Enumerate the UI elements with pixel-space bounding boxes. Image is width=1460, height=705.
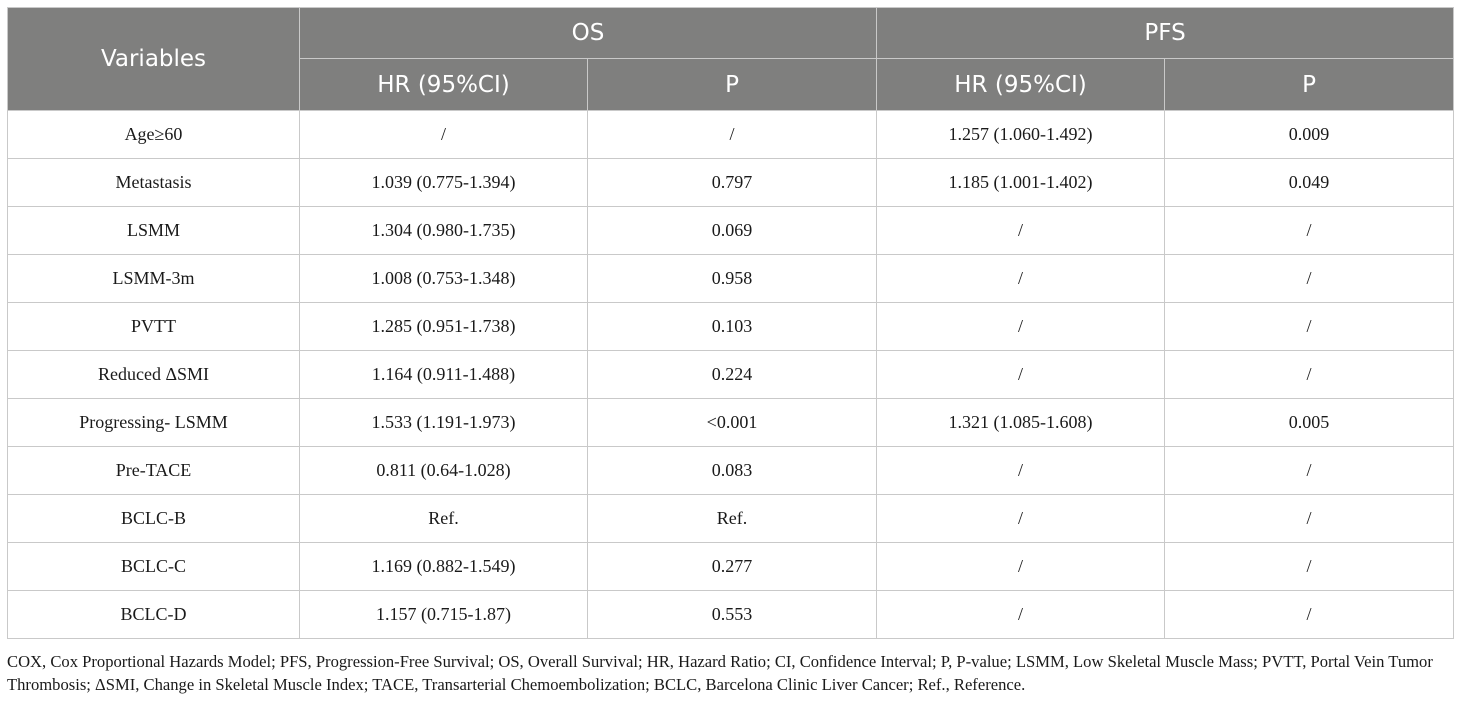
cell-variable: Progressing- LSMM bbox=[8, 399, 300, 447]
cell-pfs-p: / bbox=[1165, 495, 1454, 543]
cell-os-hr: 1.304 (0.980-1.735) bbox=[300, 207, 588, 255]
cell-pfs-hr: / bbox=[877, 495, 1165, 543]
cell-os-p: 0.069 bbox=[588, 207, 877, 255]
cell-pfs-hr: / bbox=[877, 543, 1165, 591]
cell-os-hr: 1.039 (0.775-1.394) bbox=[300, 159, 588, 207]
cell-os-p: 0.958 bbox=[588, 255, 877, 303]
cell-pfs-p: / bbox=[1165, 207, 1454, 255]
table-row bbox=[8, 351, 1454, 399]
cell-variable: BCLC-C bbox=[8, 543, 300, 591]
header-os-p: P bbox=[588, 59, 877, 111]
table-footnote: COX, Cox Proportional Hazards Model; PFS, Progression-Free Survival; OS, Overall Survival; HR, Hazard Ratio; CI, Confidence Interval; P, P-value; LSMM, Low Skeletal Muscle Mass; PVTT, Portal Vein Tumor Thrombosis; ΔSMI, Change in Skeletal Muscle Index; TACE, Transarterial Chemoembolization; BCLC, Barcelona Clinic Liver Cancer; Ref., Reference. bbox=[7, 652, 1433, 694]
cell-os-hr: 1.008 (0.753-1.348) bbox=[300, 255, 588, 303]
cell-pfs-hr: 1.321 (1.085-1.608) bbox=[877, 399, 1165, 447]
table-row bbox=[8, 207, 1454, 255]
header-pfs-hr: HR (95%CI) bbox=[877, 59, 1165, 111]
cell-os-p: 0.277 bbox=[588, 543, 877, 591]
cell-pfs-hr: / bbox=[877, 351, 1165, 399]
cell-pfs-p: / bbox=[1165, 543, 1454, 591]
cell-variable: Pre-TACE bbox=[8, 447, 300, 495]
header-variables: Variables bbox=[8, 8, 300, 111]
cell-pfs-p: / bbox=[1165, 255, 1454, 303]
cell-pfs-p: 0.005 bbox=[1165, 399, 1454, 447]
header-pfs-p: P bbox=[1165, 59, 1454, 111]
cell-os-hr: 1.285 (0.951-1.738) bbox=[300, 303, 588, 351]
header-pfs: PFS bbox=[877, 8, 1454, 59]
cell-os-hr: 0.811 (0.64-1.028) bbox=[300, 447, 588, 495]
cell-os-p: Ref. bbox=[588, 495, 877, 543]
cell-os-p: 0.797 bbox=[588, 159, 877, 207]
cell-pfs-p: / bbox=[1165, 303, 1454, 351]
cell-os-hr: 1.157 (0.715-1.87) bbox=[300, 591, 588, 639]
cell-os-p: 0.103 bbox=[588, 303, 877, 351]
cell-pfs-hr: / bbox=[877, 207, 1165, 255]
cell-pfs-hr: / bbox=[877, 303, 1165, 351]
cell-pfs-p: 0.049 bbox=[1165, 159, 1454, 207]
cell-os-p: 0.224 bbox=[588, 351, 877, 399]
cell-pfs-p: 0.009 bbox=[1165, 111, 1454, 159]
table-row bbox=[8, 255, 1454, 303]
table-row bbox=[8, 111, 1454, 159]
cell-pfs-p: / bbox=[1165, 447, 1454, 495]
table-row bbox=[8, 303, 1454, 351]
header-os: OS bbox=[300, 8, 877, 59]
cell-os-hr: 1.164 (0.911-1.488) bbox=[300, 351, 588, 399]
cell-pfs-hr: / bbox=[877, 591, 1165, 639]
cell-os-p: 0.553 bbox=[588, 591, 877, 639]
table-row bbox=[8, 543, 1454, 591]
cell-variable: BCLC-D bbox=[8, 591, 300, 639]
table-row bbox=[8, 399, 1454, 447]
table-row bbox=[8, 159, 1454, 207]
table-row bbox=[8, 447, 1454, 495]
table-row bbox=[8, 495, 1454, 543]
cell-pfs-hr: 1.185 (1.001-1.402) bbox=[877, 159, 1165, 207]
table-row bbox=[8, 591, 1454, 639]
cell-pfs-p: / bbox=[1165, 351, 1454, 399]
cell-os-hr: Ref. bbox=[300, 495, 588, 543]
table-body bbox=[8, 111, 1454, 639]
cell-os-p: 0.083 bbox=[588, 447, 877, 495]
cell-os-p: <0.001 bbox=[588, 399, 877, 447]
table-header bbox=[8, 8, 1454, 111]
cell-pfs-hr: / bbox=[877, 447, 1165, 495]
cell-os-p: / bbox=[588, 111, 877, 159]
cell-variable: PVTT bbox=[8, 303, 300, 351]
cell-variable: Age≥60 bbox=[8, 111, 300, 159]
cox-regression-table bbox=[7, 7, 1454, 639]
cell-os-hr: 1.533 (1.191-1.973) bbox=[300, 399, 588, 447]
cell-variable: Reduced ΔSMI bbox=[8, 351, 300, 399]
cell-variable: Metastasis bbox=[8, 159, 300, 207]
cell-pfs-hr: 1.257 (1.060-1.492) bbox=[877, 111, 1165, 159]
cell-pfs-p: / bbox=[1165, 591, 1454, 639]
header-os-hr: HR (95%CI) bbox=[300, 59, 588, 111]
cell-variable: BCLC-B bbox=[8, 495, 300, 543]
cell-variable: LSMM-3m bbox=[8, 255, 300, 303]
cell-os-hr: / bbox=[300, 111, 588, 159]
cell-os-hr: 1.169 (0.882-1.549) bbox=[300, 543, 588, 591]
cell-variable: LSMM bbox=[8, 207, 300, 255]
cell-pfs-hr: / bbox=[877, 255, 1165, 303]
